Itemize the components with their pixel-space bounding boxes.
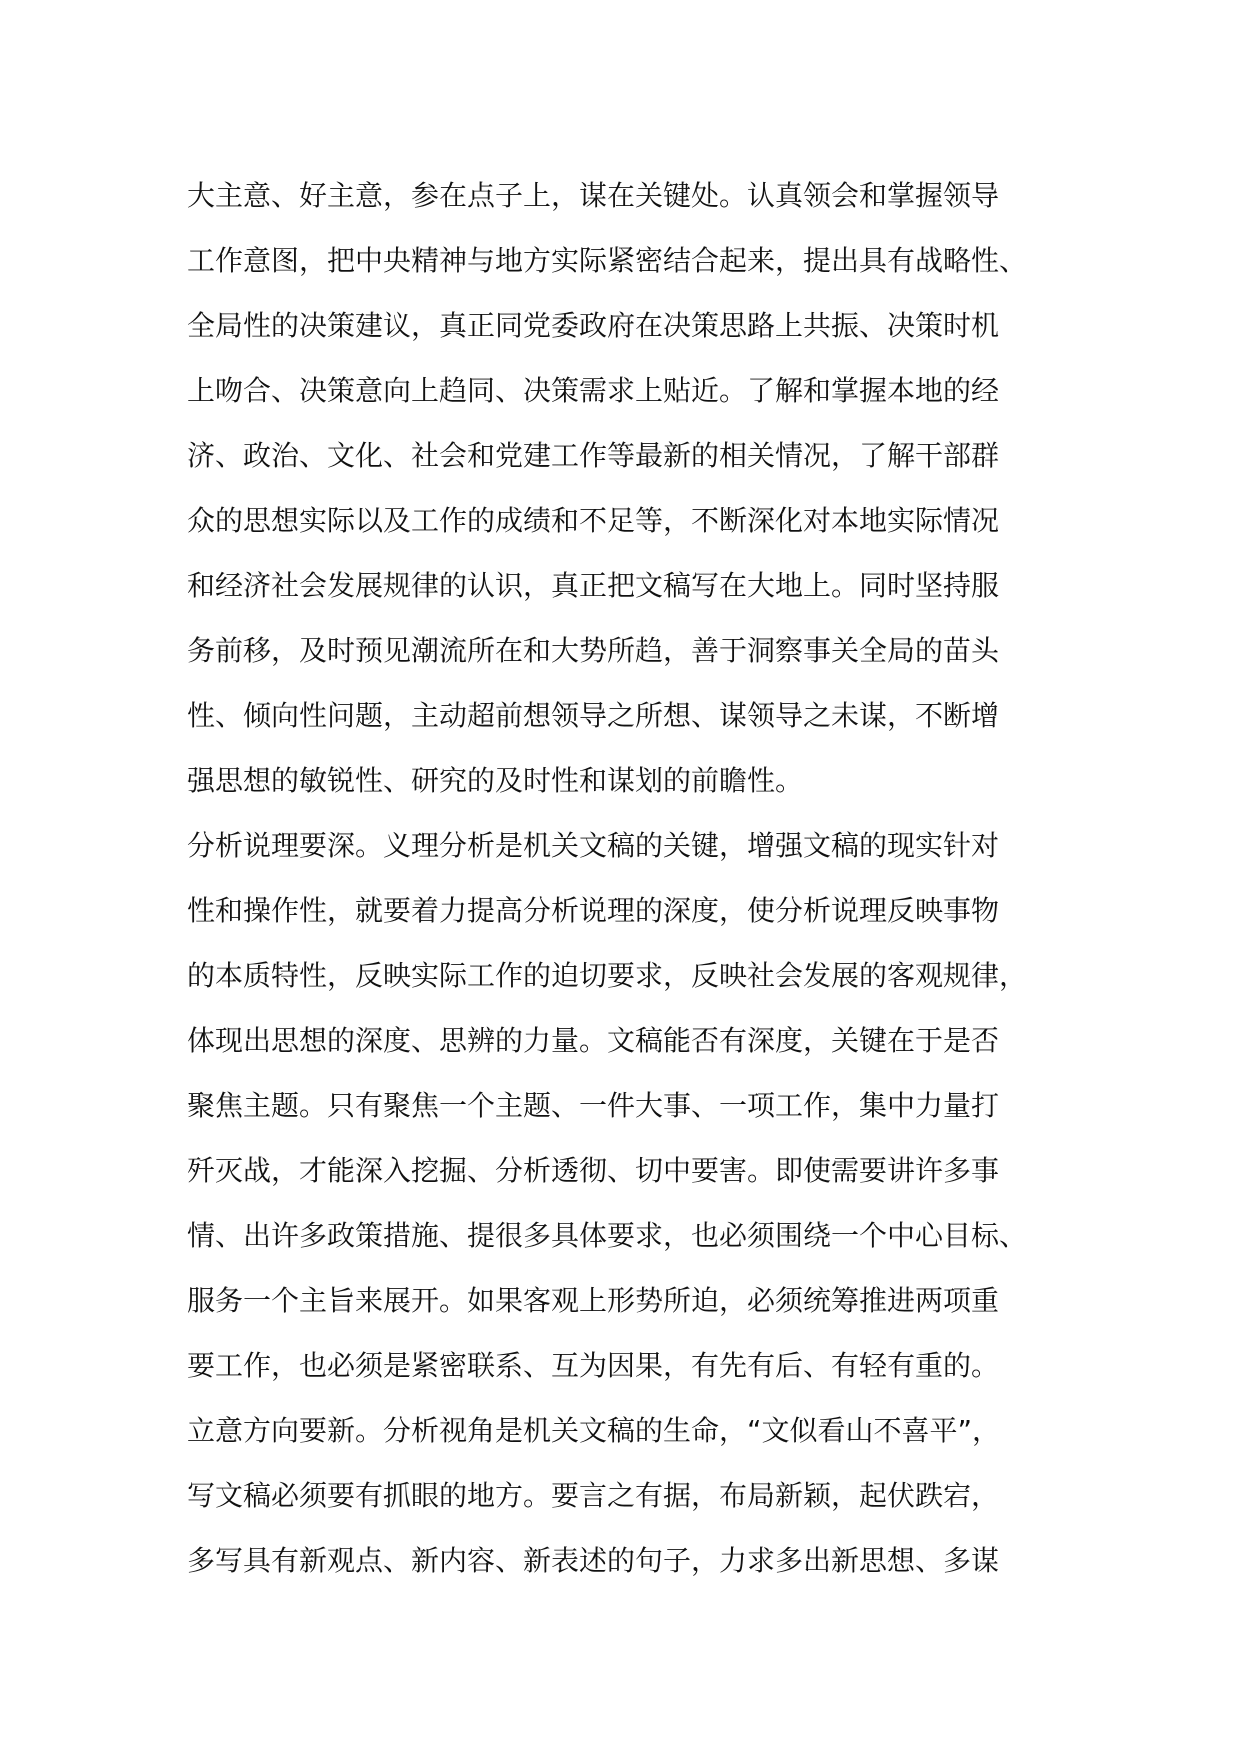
text-line: 大主意、好主意，参在点子上，谋在关键处。认真领会和掌握领导 xyxy=(187,179,1000,212)
text-line: 的本质特性，反映实际工作的迫切要求，反映社会发展的客观规律， xyxy=(187,959,1028,992)
text-line: 济、政治、文化、社会和党建工作等最新的相关情况，了解干部群 xyxy=(187,439,1000,472)
text-line: 写文稿必须要有抓眼的地方。要言之有据，布局新颖，起伏跌宕， xyxy=(187,1479,1000,1512)
text-line: 分析说理要深。义理分析是机关文稿的关键，增强文稿的现实针对 xyxy=(187,829,1000,862)
text-line: 要工作，也必须是紧密联系、互为因果，有先有后、有轻有重的。 xyxy=(187,1349,1000,1382)
text-line: 体现出思想的深度、思辨的力量。文稿能否有深度，关键在于是否 xyxy=(187,1024,1000,1057)
text-line: 情、出许多政策措施、提很多具体要求，也必须围绕一个中心目标、 xyxy=(187,1219,1028,1252)
text-line: 和经济社会发展规律的认识，真正把文稿写在大地上。同时坚持服 xyxy=(187,569,1000,602)
text-line: 性和操作性，就要着力提高分析说理的深度，使分析说理反映事物 xyxy=(187,894,1000,927)
text-line: 立意方向要新。分析视角是机关文稿的生命，“文似看山不喜平”， xyxy=(187,1414,1001,1447)
text-line: 多写具有新观点、新内容、新表述的句子，力求多出新思想、多谋 xyxy=(187,1544,1000,1577)
text-line: 性、倾向性问题，主动超前想领导之所想、谋领导之未谋，不断增 xyxy=(187,699,1000,732)
text-line: 歼灭战，才能深入挖掘、分析透彻、切中要害。即使需要讲许多事 xyxy=(187,1154,1000,1187)
text-line: 服务一个主旨来展开。如果客观上形势所迫，必须统筹推进两项重 xyxy=(187,1284,1000,1317)
text-line: 全局性的决策建议，真正同党委政府在决策思路上共振、决策时机 xyxy=(187,309,1000,342)
text-line: 聚焦主题。只有聚焦一个主题、一件大事、一项工作，集中力量打 xyxy=(187,1089,1000,1122)
text-line: 强思想的敏锐性、研究的及时性和谋划的前瞻性。 xyxy=(187,764,804,797)
body-text xyxy=(187,172,1087,1602)
text-line: 工作意图，把中央精神与地方实际紧密结合起来，提出具有战略性、 xyxy=(187,244,1028,277)
text-line: 务前移，及时预见潮流所在和大势所趋，善于洞察事关全局的苗头 xyxy=(187,634,1000,667)
text-line: 上吻合、决策意向上趋同、决策需求上贴近。了解和掌握本地的经 xyxy=(187,374,1000,407)
text-line: 众的思想实际以及工作的成绩和不足等，不断深化对本地实际情况 xyxy=(187,504,1000,537)
